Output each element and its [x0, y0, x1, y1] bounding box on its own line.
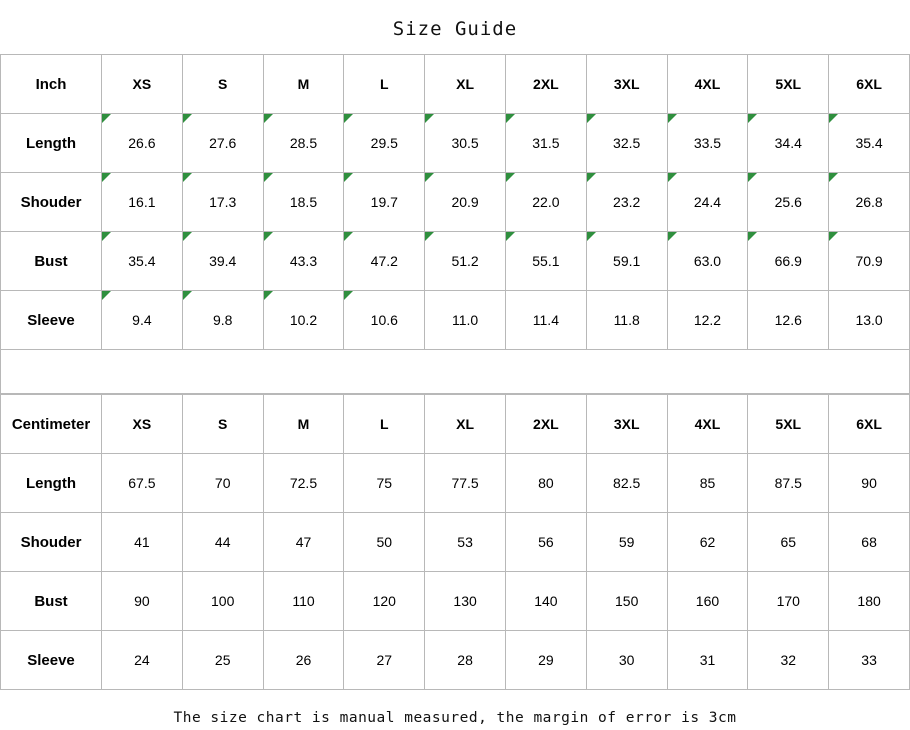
cell-cm-length-xl: 77.5 — [425, 454, 506, 513]
cell-cm-length-s: 70 — [182, 454, 263, 513]
cell-cm-sleeve-6xl: 33 — [829, 631, 910, 690]
size-header-m: M — [263, 395, 344, 454]
table-row — [1, 454, 910, 513]
table-row — [1, 173, 910, 232]
cell-cm-bust-xs: 90 — [102, 572, 183, 631]
cell-cm-length-l: 75 — [344, 454, 425, 513]
cell-inch-length-xl: 30.5 — [425, 114, 506, 173]
table-row — [1, 114, 910, 173]
table-row — [1, 572, 910, 631]
measure-label-bust: Bust — [1, 232, 102, 291]
cell-cm-bust-xl: 130 — [425, 572, 506, 631]
cell-cm-sleeve-l: 27 — [344, 631, 425, 690]
measure-label-shouder: Shouder — [1, 513, 102, 572]
cell-cm-shouder-xl: 53 — [425, 513, 506, 572]
cell-inch-shouder-6xl: 26.8 — [829, 173, 910, 232]
cell-cm-bust-2xl: 140 — [505, 572, 586, 631]
unit-label-inch: Inch — [1, 55, 102, 114]
size-header-xs: XS — [102, 55, 183, 114]
size-header-m: M — [263, 55, 344, 114]
unit-label-centimeter: Centimeter — [1, 395, 102, 454]
size-header-3xl: 3XL — [586, 55, 667, 114]
size-header-s: S — [182, 395, 263, 454]
cell-inch-sleeve-l: 10.6 — [344, 291, 425, 350]
cell-inch-sleeve-5xl: 12.6 — [748, 291, 829, 350]
cell-cm-sleeve-5xl: 32 — [748, 631, 829, 690]
cell-inch-sleeve-m: 10.2 — [263, 291, 344, 350]
cell-cm-sleeve-3xl: 30 — [586, 631, 667, 690]
cell-cm-sleeve-4xl: 31 — [667, 631, 748, 690]
size-header-4xl: 4XL — [667, 395, 748, 454]
cell-inch-length-5xl: 34.4 — [748, 114, 829, 173]
size-table-centimeter — [0, 394, 910, 690]
table-header-row — [1, 55, 910, 114]
cell-inch-shouder-4xl: 24.4 — [667, 173, 748, 232]
cell-inch-length-4xl: 33.5 — [667, 114, 748, 173]
table-header-row — [1, 395, 910, 454]
cell-cm-sleeve-m: 26 — [263, 631, 344, 690]
cell-cm-length-6xl: 90 — [829, 454, 910, 513]
cell-cm-bust-6xl: 180 — [829, 572, 910, 631]
size-header-6xl: 6XL — [829, 55, 910, 114]
cell-inch-sleeve-3xl: 11.8 — [586, 291, 667, 350]
cell-cm-bust-4xl: 160 — [667, 572, 748, 631]
cell-cm-sleeve-2xl: 29 — [505, 631, 586, 690]
cell-cm-shouder-2xl: 56 — [505, 513, 586, 572]
size-header-2xl: 2XL — [505, 55, 586, 114]
cell-cm-bust-l: 120 — [344, 572, 425, 631]
measure-label-shouder: Shouder — [1, 173, 102, 232]
measurement-disclaimer: The size chart is manual measured, the margin of error is 3cm — [173, 710, 737, 726]
cell-inch-length-xs: 26.6 — [102, 114, 183, 173]
size-header-l: L — [344, 55, 425, 114]
cell-cm-length-5xl: 87.5 — [748, 454, 829, 513]
table-row — [1, 513, 910, 572]
cell-inch-bust-6xl: 70.9 — [829, 232, 910, 291]
cell-cm-bust-3xl: 150 — [586, 572, 667, 631]
size-table-inch — [0, 54, 910, 350]
size-header-2xl: 2XL — [505, 395, 586, 454]
cell-inch-sleeve-4xl: 12.2 — [667, 291, 748, 350]
cell-inch-shouder-xs: 16.1 — [102, 173, 183, 232]
cell-cm-bust-s: 100 — [182, 572, 263, 631]
measure-label-sleeve: Sleeve — [1, 631, 102, 690]
cell-cm-length-xs: 67.5 — [102, 454, 183, 513]
size-header-xl: XL — [425, 55, 506, 114]
cell-cm-shouder-xs: 41 — [102, 513, 183, 572]
measure-label-sleeve: Sleeve — [1, 291, 102, 350]
cell-cm-bust-5xl: 170 — [748, 572, 829, 631]
cell-inch-shouder-l: 19.7 — [344, 173, 425, 232]
size-header-3xl: 3XL — [586, 395, 667, 454]
size-header-6xl: 6XL — [829, 395, 910, 454]
measure-label-bust: Bust — [1, 572, 102, 631]
cell-cm-bust-m: 110 — [263, 572, 344, 631]
cell-inch-shouder-2xl: 22.0 — [505, 173, 586, 232]
cell-cm-sleeve-s: 25 — [182, 631, 263, 690]
cell-inch-shouder-3xl: 23.2 — [586, 173, 667, 232]
cell-inch-sleeve-2xl: 11.4 — [505, 291, 586, 350]
cell-cm-length-3xl: 82.5 — [586, 454, 667, 513]
cell-inch-length-6xl: 35.4 — [829, 114, 910, 173]
size-header-s: S — [182, 55, 263, 114]
cell-inch-length-2xl: 31.5 — [505, 114, 586, 173]
cell-inch-bust-xl: 51.2 — [425, 232, 506, 291]
measure-label-length: Length — [1, 454, 102, 513]
cell-inch-length-3xl: 32.5 — [586, 114, 667, 173]
cell-cm-shouder-m: 47 — [263, 513, 344, 572]
table-row — [1, 631, 910, 690]
cell-inch-sleeve-s: 9.8 — [182, 291, 263, 350]
cell-inch-length-m: 28.5 — [263, 114, 344, 173]
cell-inch-shouder-s: 17.3 — [182, 173, 263, 232]
cell-inch-length-l: 29.5 — [344, 114, 425, 173]
cell-inch-shouder-xl: 20.9 — [425, 173, 506, 232]
cell-inch-shouder-m: 18.5 — [263, 173, 344, 232]
cell-inch-shouder-5xl: 25.6 — [748, 173, 829, 232]
cell-cm-length-4xl: 85 — [667, 454, 748, 513]
cell-inch-sleeve-xl: 11.0 — [425, 291, 506, 350]
size-header-4xl: 4XL — [667, 55, 748, 114]
size-header-xs: XS — [102, 395, 183, 454]
cell-cm-shouder-6xl: 68 — [829, 513, 910, 572]
cell-inch-bust-2xl: 55.1 — [505, 232, 586, 291]
cell-inch-length-s: 27.6 — [182, 114, 263, 173]
cell-cm-shouder-5xl: 65 — [748, 513, 829, 572]
cell-cm-length-2xl: 80 — [505, 454, 586, 513]
table-row — [1, 232, 910, 291]
measure-label-length: Length — [1, 114, 102, 173]
table-row — [1, 291, 910, 350]
cell-inch-bust-5xl: 66.9 — [748, 232, 829, 291]
cell-inch-sleeve-6xl: 13.0 — [829, 291, 910, 350]
table-gap-divider — [0, 350, 910, 394]
cell-cm-length-m: 72.5 — [263, 454, 344, 513]
cell-cm-shouder-s: 44 — [182, 513, 263, 572]
cell-inch-bust-4xl: 63.0 — [667, 232, 748, 291]
page-title: Size Guide — [392, 18, 518, 40]
cell-inch-bust-l: 47.2 — [344, 232, 425, 291]
cell-inch-bust-s: 39.4 — [182, 232, 263, 291]
cell-inch-bust-xs: 35.4 — [102, 232, 183, 291]
cell-cm-sleeve-xs: 24 — [102, 631, 183, 690]
size-header-5xl: 5XL — [748, 55, 829, 114]
cell-cm-sleeve-xl: 28 — [425, 631, 506, 690]
size-header-5xl: 5XL — [748, 395, 829, 454]
cell-inch-sleeve-xs: 9.4 — [102, 291, 183, 350]
cell-inch-bust-3xl: 59.1 — [586, 232, 667, 291]
cell-cm-shouder-3xl: 59 — [586, 513, 667, 572]
cell-cm-shouder-4xl: 62 — [667, 513, 748, 572]
size-header-l: L — [344, 395, 425, 454]
size-header-xl: XL — [425, 395, 506, 454]
cell-inch-bust-m: 43.3 — [263, 232, 344, 291]
cell-cm-shouder-l: 50 — [344, 513, 425, 572]
